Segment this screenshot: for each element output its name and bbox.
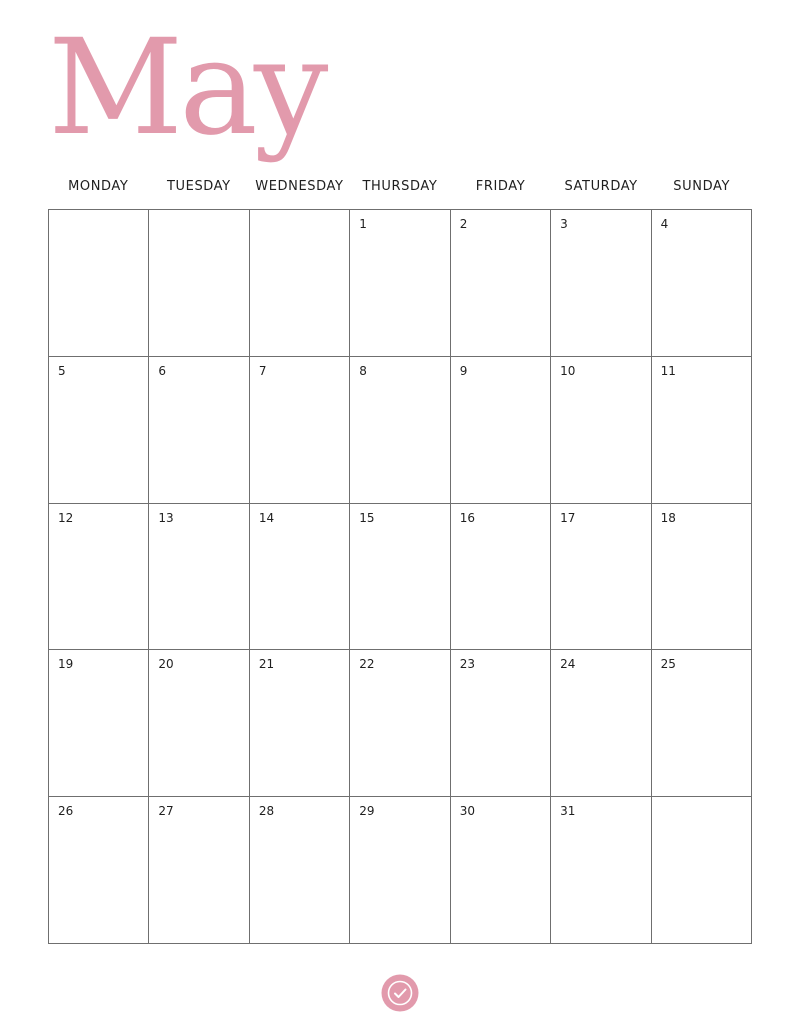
calendar-day-cell [49, 504, 149, 651]
weekday-header-row [48, 176, 752, 198]
day-number: 1 [359, 217, 367, 231]
calendar-day-cell [350, 210, 450, 357]
day-number: 26 [58, 804, 74, 819]
calendar-day-cell [551, 650, 651, 797]
calendar-day-cell [250, 797, 350, 944]
calendar-day-cell [49, 650, 149, 797]
calendar-day-cell [250, 210, 350, 357]
calendar-day-cell [350, 357, 450, 504]
day-number: 25 [660, 657, 676, 672]
calendar-day-cell [652, 797, 752, 944]
day-number: 8 [359, 363, 367, 378]
calendar-day-cell [149, 797, 249, 944]
calendar-day-cell [350, 797, 450, 944]
calendar-day-cell [149, 504, 249, 651]
calendar-day-cell [652, 504, 752, 651]
calendar-day-cell [652, 357, 752, 504]
weekday-friday: FRIDAY [475, 179, 526, 194]
weekday-monday: MONDAY [68, 179, 129, 194]
calendar-day-cell [451, 210, 551, 357]
calendar-day-cell [49, 210, 149, 357]
calendar-day-cell [149, 210, 249, 357]
calendar-day-cell [49, 797, 149, 944]
day-number: 2 [459, 217, 468, 231]
day-number: 4 [660, 217, 669, 231]
day-number: 13 [158, 510, 174, 525]
weekday-tuesday: TUESDAY [166, 179, 231, 194]
month-title: May [48, 11, 325, 165]
day-number: 7 [258, 363, 267, 378]
calendar-day-cell [451, 504, 551, 651]
day-number: 3 [560, 217, 568, 231]
day-number: 14 [258, 510, 275, 525]
day-number: 31 [560, 804, 576, 819]
calendar-day-cell [652, 650, 752, 797]
calendar-grid [48, 209, 752, 944]
calendar-day-cell [350, 504, 450, 651]
day-number: 19 [58, 657, 74, 672]
calendar-day-cell [551, 504, 651, 651]
day-number: 16 [459, 510, 475, 525]
day-number: 24 [560, 657, 576, 672]
calendar-day-cell [451, 357, 551, 504]
calendar-day-cell [551, 797, 651, 944]
day-number: 6 [158, 363, 167, 378]
calendar-day-cell [451, 797, 551, 944]
calendar-day-cell [49, 357, 149, 504]
day-number: 10 [560, 363, 576, 378]
day-number: 23 [459, 657, 475, 672]
weekday-saturday: SATURDAY [564, 179, 638, 194]
weekday-thursday: THURSDAY [362, 179, 438, 194]
day-number: 30 [459, 804, 475, 819]
day-number: 27 [158, 804, 174, 819]
day-number: 28 [258, 804, 275, 819]
day-number: 9 [459, 363, 468, 378]
day-number: 11 [660, 363, 676, 378]
day-number: 17 [560, 510, 576, 525]
calendar-day-cell [149, 650, 249, 797]
day-number: 21 [258, 657, 275, 672]
calendar-day-cell [551, 210, 651, 357]
calendar-day-cell [652, 210, 752, 357]
weekday-wednesday: WEDNESDAY [255, 179, 344, 194]
day-number: 22 [359, 657, 375, 672]
calendar-day-cell [250, 357, 350, 504]
day-number: 29 [359, 804, 375, 819]
calendar-day-cell [250, 650, 350, 797]
calendar-day-cell [350, 650, 450, 797]
footer-logo [381, 974, 419, 1012]
calendar-day-cell [451, 650, 551, 797]
weekday-sunday: SUNDAY [673, 179, 730, 194]
day-number: 18 [660, 510, 676, 525]
day-number: 12 [58, 510, 74, 525]
check-circle-icon [381, 974, 419, 1012]
day-number: 20 [158, 657, 174, 672]
calendar-day-cell [551, 357, 651, 504]
day-number: 5 [58, 363, 66, 378]
calendar-day-cell [149, 357, 249, 504]
calendar-day-cell [250, 504, 350, 651]
day-number: 15 [359, 510, 375, 525]
